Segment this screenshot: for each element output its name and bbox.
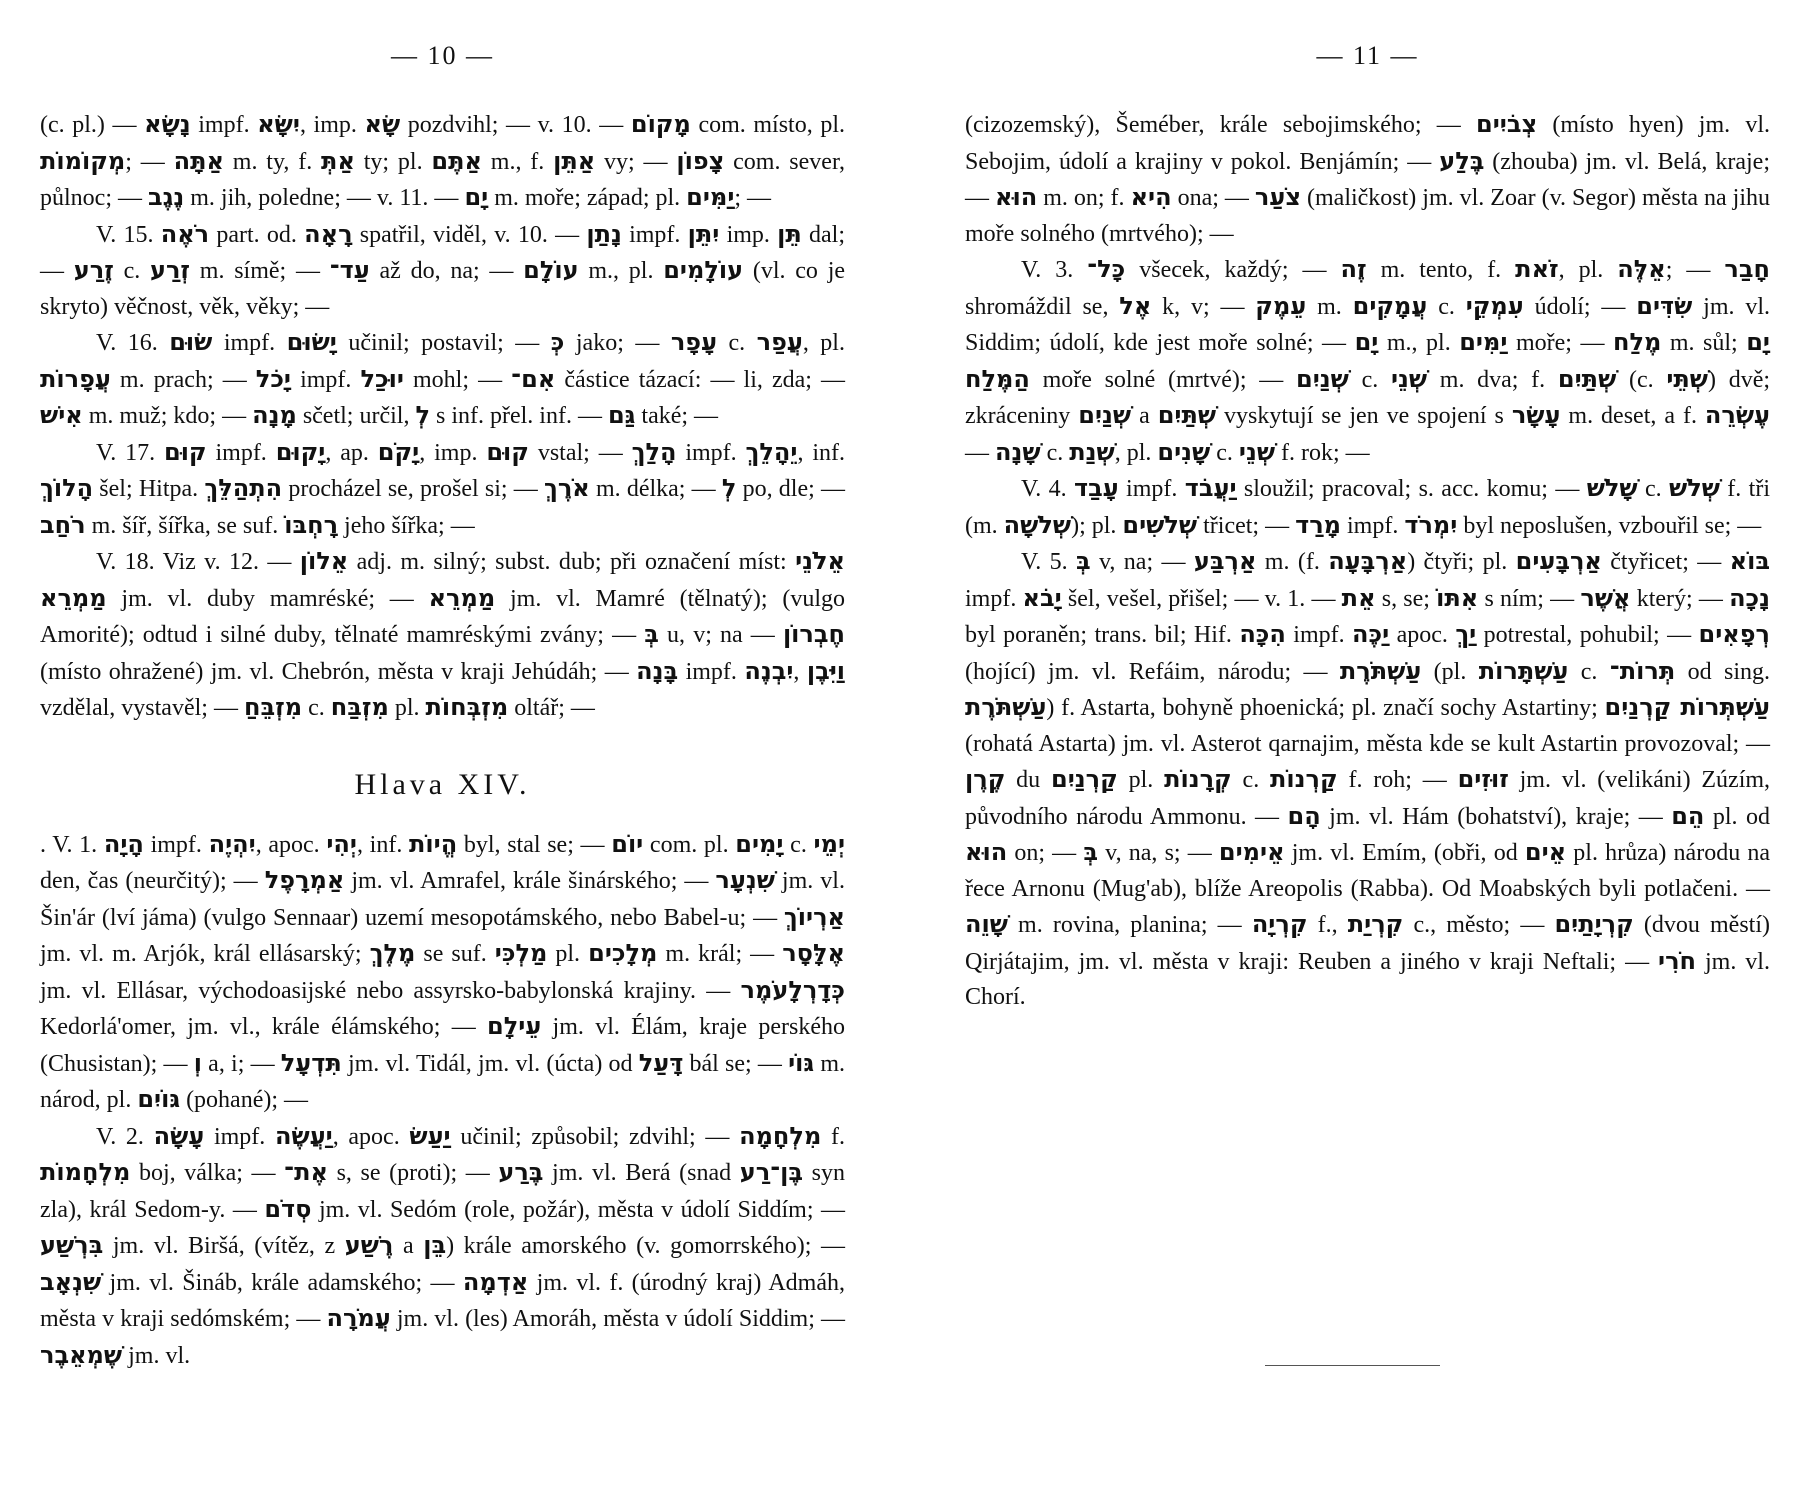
hebrew-term: יִבְנֶה	[744, 656, 794, 685]
hebrew-term: קַרְנַיִם	[1051, 765, 1118, 793]
hebrew-term: רָחְבּוֹ	[284, 510, 339, 539]
hebrew-term: שֶׁמְאֵבֶר	[40, 1340, 123, 1369]
hebrew-term: עֶשְׂרֵה	[1704, 401, 1771, 429]
hebrew-term: יַךְ	[1455, 620, 1477, 648]
hebrew-term: הִתְהַלֵּךְ	[204, 474, 283, 502]
hebrew-term: מְקוֹמוֹת	[40, 146, 126, 175]
hebrew-term: שָׁלֹשׁ	[1586, 474, 1638, 502]
hebrew-term: נֶגֶב	[148, 183, 185, 211]
hebrew-term: בִּרְשַׁע	[40, 1231, 104, 1259]
hebrew-term: יִשָּׂא	[257, 110, 300, 138]
hebrew-term: כְּדָרְלָעֹמֶר	[740, 975, 845, 1004]
hebrew-term: כְּ	[550, 328, 565, 356]
hebrew-term: חָבַר	[1724, 255, 1770, 283]
hebrew-term: יִתֵּן	[687, 219, 720, 248]
hebrew-term: שְׁתַּיִם	[1557, 364, 1617, 393]
hebrew-term: שְׁתַּיִם	[1157, 401, 1217, 429]
hebrew-term: בְּ	[1083, 838, 1098, 866]
hebrew-term: רֹחַב	[40, 510, 86, 539]
hebrew-term: אֵלֹנֵי מַמְרֵא	[40, 547, 845, 612]
hebrew-term: אֵלוֹן	[299, 547, 349, 575]
hebrew-term: וְ	[193, 1048, 202, 1077]
hebrew-term: קִרְיָתַיִם	[1554, 910, 1634, 938]
hebrew-term: מִלְחָמָה	[739, 1121, 822, 1150]
hebrew-term: כָּל־	[1087, 255, 1126, 283]
hebrew-term: בֶּלַע	[1439, 146, 1485, 175]
hebrew-term: יוּכַל	[360, 364, 404, 393]
paragraph: V. 18. Viz v. 12. — אֵלוֹן adj. m. silný; subst. dub; při označení míst: אֵלֹנֵי מַמְרֵא jm. vl. duby mamréské; — מַמְרֵא jm. vl. Mamré (tělnatý); (vulgo Amorité); odtud i silné duby, tělnaté mamréskými zvány; — בְּ u, v; na — חֶבְרוֹן (místo ohražené) jm. vl. Chebrón, města v kraji Jehúdáh; — בָּנָה impf. יִבְנֶה, וַיִּבֶן vzdělal, vystavěl; — מִזְבֵּחַ c. מִזְבַּח pl. מִזְבְּחוֹת oltář; —	[40, 547, 846, 721]
paragraph: (cizozemský), Šeméber, krále sebojimského; — צְבֹיִים (místo hyen) jm. vl. Sebojim, údolí a krajiny v pokol. Benjámín; — בֶּלַע (zhouba) jm. vl. Belá, kraje; — הוּא m. on; f. הִיא ona; — צֹעַר (maličkost) jm. vl. Zoar (v. Segor) města na jihu moře solného (mrtvého); —	[965, 110, 1771, 247]
hebrew-term: שָׂא	[364, 110, 401, 138]
hebrew-term: מִזְבַּח	[330, 693, 389, 721]
hebrew-term: אֵת	[1341, 583, 1376, 612]
paragraph: . V. 1. הָיָה impf. יִהְיֶה, apoc. יְהִי, inf. הֱיוֹת byl, stal se; — יוֹם com. pl. יָמִים c. יְמֵי den, čas (neurčitý); — אַמְרָפֶל jm. vl. Amrafel, krále šinárského; — שִׁנְעָר jm. vl. Šin'ár (lví jáma) (vulgo Sennaar) uzemí mesopotámského, nebo Babel-u; — אַרְיוֹךְ jm. vl. m. Arjók, král ellásarský; מֶלֶךְ se suf. מַלְכִּי pl. מְלָכִים m. král; — אֶלָּסָר jm. vl. Ellásar, východoasijské nebo assyrsko-babylonská krajiny. — כְּדָרְלָעֹמֶר Kedorlá'omer, jm. vl., krále élámského; — עֵילָם jm. vl. Élám, kraje perského (Chusistan); — וְ a, i; — תִּדְעָל jm. vl. Tidál, jm. vl. (úcta) od דָּעַל bál se; — גּוֹי m. národ, pl. גּוֹיִם (pohané); —	[40, 829, 846, 1113]
hebrew-term: צָפוֹן	[676, 146, 725, 175]
hebrew-term: אַמְרָפֶל	[264, 866, 345, 894]
hebrew-term: בֶּן־רַע	[739, 1158, 804, 1186]
hebrew-term: קִרְיָה	[1251, 910, 1308, 938]
hebrew-term: עֵילָם	[487, 1012, 542, 1040]
hebrew-term: אַדְמָה	[462, 1267, 529, 1296]
hebrew-term: שִׂדִּים	[1636, 291, 1693, 320]
hebrew-term: שִׁנְאָב	[40, 1267, 102, 1296]
hebrew-term: אֵלֶּה	[1617, 255, 1666, 283]
hebrew-term: אִם־	[511, 364, 556, 393]
hebrew-term: יָם	[464, 183, 489, 211]
hebrew-term: רָאָה	[304, 219, 353, 248]
hebrew-term: עָשָׂה	[153, 1121, 205, 1150]
hebrew-term: עַשְׁתָּרוֹת	[1478, 656, 1569, 685]
hebrew-term: אִישׁ	[40, 401, 83, 429]
hebrew-term: אַרְבַּע	[1193, 547, 1257, 575]
hebrew-term: חֹרִי	[1658, 946, 1697, 975]
hebrew-term: אֲשֶׁר	[1580, 583, 1631, 612]
hebrew-term: עֲפַר	[756, 328, 803, 356]
hebrew-term: בָּנָה	[636, 656, 679, 685]
hebrew-term: רְפָאִים	[1698, 620, 1770, 648]
hebrew-term: מַלְכִּי	[494, 939, 548, 967]
hebrew-term: יוֹם	[611, 829, 644, 858]
hebrew-term: שָׁנָה	[995, 437, 1041, 466]
hebrew-term: קֶרֶן	[965, 765, 1006, 793]
hebrew-term: יַעֲבֹד	[1184, 474, 1237, 502]
hebrew-term: עַד־	[329, 256, 370, 284]
paragraph: V. 17. קוּם impf. יָקוּם, ap. יָקֹם, imp. קוּם vstal; — הָלַךְ impf. יֵהָלֵךְ, inf. הָלוֹךְ šel; Hitpa. הִתְהַלֵּךְ procházel se, prošel si; — אֹרֶךְ m. délka; — לְ po, dle; — רֹחַב m. šíř, šířka, se suf. רָחְבּוֹ jeho šířka; —	[40, 437, 846, 539]
hebrew-term: בּוֹא	[1729, 547, 1770, 575]
hebrew-term: שְׁלֹשִׁים	[1122, 510, 1198, 539]
hebrew-term: הָם	[1287, 801, 1321, 830]
hebrew-term: זֶה	[1340, 255, 1367, 283]
hebrew-term: הָלוֹךְ	[40, 474, 94, 502]
hebrew-term: יָכֹל	[255, 364, 291, 393]
hebrew-term: בֵּן	[423, 1231, 447, 1259]
hebrew-term: קְרָנוֹת	[1164, 765, 1232, 793]
hebrew-term: שׂוּם	[169, 328, 213, 356]
hebrew-term: שָׁוֵה	[965, 910, 1008, 938]
hebrew-term: שִׁנְעָר	[715, 866, 775, 894]
hebrew-term: יַכֶּה	[1352, 620, 1390, 648]
hebrew-term: קַרְנוֹת	[1270, 765, 1338, 793]
hebrew-term: הִכָּה	[1239, 620, 1286, 648]
hebrew-term: גַּם	[607, 401, 636, 429]
left-page-text	[40, 107, 845, 1374]
hebrew-term: אַתְּ	[321, 146, 355, 175]
hebrew-term: יַמִּים	[1459, 328, 1508, 356]
hebrew-term: נָתַן	[586, 219, 622, 248]
hebrew-term: רֶשַׁע	[344, 1231, 394, 1259]
hebrew-term: שְׁנֵי	[1390, 364, 1428, 393]
hebrew-term: רֹאֶה	[160, 219, 210, 248]
page-number: — 10 —	[391, 41, 494, 70]
hebrew-term: עָבַד	[1073, 474, 1119, 502]
hebrew-term: יָבֹא	[1022, 583, 1062, 612]
hebrew-term: תֵּן	[777, 219, 802, 248]
hebrew-term: מִלְחָמוֹת	[40, 1158, 131, 1186]
hebrew-term: לְ	[721, 474, 737, 502]
hebrew-term: יָקוּם	[275, 437, 326, 466]
page-number: — 11 —	[1316, 41, 1419, 70]
hebrew-term: יָמִים	[735, 829, 784, 858]
hebrew-term: קִרְיַת	[1347, 910, 1404, 938]
hebrew-term: שְׁנַיִם	[1296, 364, 1349, 393]
left-page	[40, 40, 845, 1480]
hebrew-term: וַיִּבֶן	[806, 656, 846, 685]
hebrew-term: זוּזִים	[1457, 765, 1509, 793]
hebrew-term: יַעַשׂ	[409, 1121, 451, 1150]
hebrew-term: קוּם	[163, 437, 207, 466]
hebrew-term: עִמְקֵי	[1465, 291, 1524, 320]
hebrew-term: יָשׂוּם	[286, 328, 337, 356]
hebrew-term: יָם הַמֶּלַח	[965, 328, 1770, 393]
end-rule	[1265, 1365, 1440, 1366]
hebrew-term: מִזְבֵּחַ	[243, 693, 303, 721]
hebrew-term: יְהִי	[326, 829, 357, 858]
right-page	[965, 40, 1770, 1480]
hebrew-term: שָׁנִים	[1157, 437, 1211, 466]
hebrew-term: נָשָׂא	[144, 110, 191, 138]
hebrew-term: יְמֵי	[813, 829, 846, 858]
hebrew-term: אֹרֶךְ	[543, 474, 590, 502]
hebrew-term: לְ	[415, 401, 430, 429]
hebrew-term: מְלָכִים	[588, 939, 658, 967]
hebrew-term: שְׁלֹשָׁה	[1003, 510, 1072, 539]
hebrew-term: אַתֶּם	[431, 146, 482, 175]
hebrew-term: תִּדְעָל	[280, 1048, 342, 1077]
hebrew-term: הָלַךְ	[631, 437, 677, 466]
hebrew-term: בְּ	[1075, 547, 1091, 575]
hebrew-term: עַשְׁתְּרוֹת קַרְנַיִם	[1604, 693, 1770, 721]
hebrew-term: צְבֹיִים	[1475, 110, 1538, 138]
hebrew-term: עֵמֶק	[1255, 291, 1307, 320]
hebrew-term: עֲפָרוֹת	[40, 364, 111, 393]
hebrew-term: שְׁנַת	[1069, 437, 1115, 466]
hebrew-term: הִיא	[1130, 183, 1172, 211]
hebrew-term: דָּעַל	[638, 1048, 684, 1077]
hebrew-term: יַמִּים	[686, 183, 735, 211]
hebrew-term: אַרְבָּעָה	[1328, 547, 1408, 575]
hebrew-term: יִהְיֶה	[208, 829, 256, 858]
hebrew-term: זֹאת	[1515, 255, 1559, 283]
hebrew-term: הוּא	[995, 183, 1038, 211]
paragraph: V. 15. רֹאֶה part. od. רָאָה spatřil, viděl, v. 10. — נָתַן impf. יִתֵּן imp. תֵּן dal; — זֶרַע c. זְרַע m. símě; — עַד־ až do, na; — עוֹלָם m., pl. עוֹלָמִים (vl. co je skryto) věčnost, věk, věky; —	[40, 219, 846, 320]
hebrew-term: זְרַע	[149, 256, 191, 284]
hebrew-term: שְׁנֵי	[1238, 437, 1276, 466]
hebrew-term: גּוֹיִם	[137, 1085, 181, 1113]
hebrew-term: אַתָּה	[173, 146, 224, 175]
hebrew-term: מָקוֹם	[630, 110, 691, 138]
hebrew-term: שְׁתֵּי	[1666, 364, 1708, 393]
paragraph: V. 4. עָבַד impf. יַעֲבֹד sloužil; pracoval; s. acc. komu; — שָׁלֹשׁ c. שְׁלֹשׁ f. tři (m. שְׁלֹשָׁה); pl. שְׁלֹשִׁים třicet; — מָרַד impf. יִמְרֹד byl neposlušen, vzbouřil se; —	[965, 474, 1770, 539]
hebrew-term: יִמְרֹד	[1404, 510, 1458, 539]
hebrew-term: צֹעַר	[1254, 183, 1301, 211]
hebrew-term: גּוֹי	[788, 1048, 815, 1077]
hebrew-term: נָכָה	[1729, 583, 1771, 612]
hebrew-term: אֶת־	[284, 1158, 328, 1186]
hebrew-term: אַרְיוֹךְ	[783, 902, 845, 931]
paragraph: V. 3. כָּל־ všecek, každý; — זֶה m. tento, f. זֹאת, pl. אֵלֶּה; — חָבַר shromáždil se, אֶל k, v; — עֵמֶק m. עֲמָקִים c. עִמְקֵי údolí; — שִׂדִּים jm. vl. Siddim; údolí, kde jest moře solné; — יָם m., pl. יַמִּים moře; — מֶלַח m. sůl; יָם הַמֶּלַח moře solné (mrtvé); — שְׁנַיִם c. שְׁנֵי m. dva; f. שְׁתַּיִם (c. שְׁתֵּי) dvě; zkráceniny שְׁנַיִם a שְׁתַּיִם vyskytují se jen ve spojení s עָשָׂר m. deset, a f. עֶשְׂרֵה — שָׁנָה c. שְׁנַת, pl. שָׁנִים c. שְׁנֵי f. rok; —	[965, 255, 1771, 466]
hebrew-term: יֵהָלֵךְ	[745, 437, 798, 466]
hebrew-term: עֲמֹרָה	[326, 1304, 391, 1332]
hebrew-term: מָרַד	[1295, 510, 1342, 539]
hebrew-term: אַרְבָּעִים	[1515, 547, 1602, 575]
hebrew-term: אַתֵּן	[553, 146, 596, 175]
hebrew-term: אֵים	[1524, 838, 1567, 866]
hebrew-term: עַשְׁתֹּרֶת	[965, 693, 1047, 721]
hebrew-term: חֶבְרוֹן	[782, 620, 845, 648]
hebrew-term: מֶלַח	[1612, 328, 1662, 356]
hebrew-term: הוּא	[965, 838, 1008, 866]
hebrew-term: עָפָר	[670, 328, 718, 356]
hebrew-term: מֶלֶךְ	[369, 939, 416, 967]
hebrew-term: שְׁנַיִם	[1078, 401, 1132, 429]
hebrew-term: אֶל	[1119, 291, 1152, 320]
hebrew-term: הָיָה	[103, 829, 144, 858]
hebrew-term: הֵם	[1671, 801, 1705, 830]
hebrew-term: אִתּוֹ	[1436, 583, 1479, 612]
right-page-text	[965, 107, 1770, 1016]
paragraph: V. 2. עָשָׂה impf. יַעֲשֶׂה, apoc. יַעַשׂ učinil; způsobil; zdvihl; — מִלְחָמָה f. מִלְחָמוֹת boj, válka; — אֶת־ s, se (proti); — בֶּרַע jm. vl. Berá (snad בֶּן־רַע syn zla), král Sedom-y. — סְדֹם jm. vl. Sedóm (role, požár), města v údolí Siddím; — בִּרְשַׁע jm. vl. Biršá, (vítěz, z רֶשַׁע a בֵּן) krále amorského (v. gomorrského); — שִׁנְאָב jm. vl. Šináb, krále adamského; — אַדְמָה jm. vl. f. (úrodný kraj) Admáh, města v kraji sedómském; — עֲמֹרָה jm. vl. (les) Amoráh, města v údolí Siddim; — שֶׁמְאֵבֶר jm. vl.	[40, 1121, 846, 1369]
hebrew-term: מָנָה	[252, 401, 297, 429]
hebrew-term: אֶלָּסָר	[782, 939, 845, 967]
hebrew-term: אֵימִים	[1218, 838, 1285, 866]
paragraph: V. 5. בְּ v, na; — אַרְבַּע m. (f. אַרְבָּעָה) čtyři; pl. אַרְבָּעִים čtyřicet; — בּוֹא impf. יָבֹא šel, vešel, přišel; — v. 1. — אֵת s, se; אִתּוֹ s ním; — אֲשֶׁר který; — נָכָה byl poraněn; trans. bil; Hif. הִכָּה impf. יַכֶּה apoc. יַךְ potrestal, pohubil; — רְפָאִים (hojící) jm. vl. Refáim, národu; — עַשְׁתֹּרֶת (pl. עַשְׁתָּרוֹת c. תְּרוֹת־ od sing. עַשְׁתֹּרֶת) f. Astarta, bohyně phoenická; pl. značí sochy Astartiny; עַשְׁתְּרוֹת קַרְנַיִם (rohatá Astarta) jm. vl. Asterot qarnajim, města kde se kult Astartin provozoval; — קֶרֶן du קַרְנַיִם pl. קְרָנוֹת c. קַרְנוֹת f. roh; — זוּזִים jm. vl. (velikáni) Zúzím, původního národu Ammonu. — הָם jm. vl. Hám (bohatství), kraje; — הֵם pl. od הוּא on; — בְּ v, na, s; — אֵימִים jm. vl. Emím, (obři, od אֵים pl. hrůza) národu na řece Arnonu (Mug'ab), blíže Areopolis (Rabba). Od Moabských byli potlačeni. — שָׁוֵה m. rovina, planina; — קִרְיָה f., קִרְיַת c., město; — קִרְיָתַיִם (dvou městí) Qirjátajim, jm. vl. města v kraji: Reuben a jiného v kraji Neftali; — חֹרִי jm. vl. Chorí.	[965, 547, 1771, 1010]
hebrew-term: סְדֹם	[264, 1194, 312, 1223]
hebrew-term: עוֹלָמִים	[663, 256, 744, 284]
hebrew-term: בְּ	[644, 620, 659, 648]
hebrew-term: יָקֹם	[377, 437, 420, 466]
hebrew-term: עַשְׁתֹּרֶת	[1339, 656, 1422, 685]
hebrew-term: הֱיוֹת	[409, 829, 458, 858]
hebrew-term: יָם	[1354, 328, 1379, 356]
hebrew-term: שְׁלֹשׁ	[1669, 474, 1720, 502]
hebrew-term: מַמְרֵא	[428, 583, 496, 612]
hebrew-term: עוֹלָם	[523, 256, 579, 284]
paragraph: V. 16. שׂוּם impf. יָשׂוּם učinil; postavil; — כְּ jako; — עָפָר c. עֲפַר, pl. עֲפָרוֹת m. prach; — יָכֹל impf. יוּכַל mohl; — אִם־ částice tázací: — li, zda; — אִישׁ m. muž; kdo; — מָנָה sčetl; určil, לְ s inf. přel. inf. — גַּם také; —	[40, 328, 846, 429]
paragraph: (c. pl.) — נָשָׂא impf. יִשָּׂא, imp. שָׂא pozdvihl; — v. 10. — מָקוֹם com. místo, pl. מְקוֹמוֹת; — אַתָּה m. ty, f. אַתְּ ty; pl. אַתֶּם m., f. אַתֵּן vy; — צָפוֹן com. sever, půlnoc; — נֶגֶב m. jih, poledne; — v. 11. — יָם m. moře; západ; pl. יַמִּים; —	[40, 110, 845, 211]
hebrew-term: עֲמָקִים	[1352, 291, 1428, 320]
hebrew-term: מִזְבְּחוֹת	[425, 693, 509, 721]
hebrew-term: תְּרוֹת־	[1609, 656, 1676, 685]
hebrew-term: עָשָׂר	[1511, 401, 1561, 429]
chapter-heading: Hlava XIV.	[354, 767, 531, 801]
hebrew-term: בֶּרַע	[498, 1158, 544, 1186]
hebrew-term: קוּם	[486, 437, 529, 466]
hebrew-term: יַעֲשֶׂה	[275, 1121, 333, 1150]
hebrew-term: זֶרַע	[73, 256, 114, 284]
